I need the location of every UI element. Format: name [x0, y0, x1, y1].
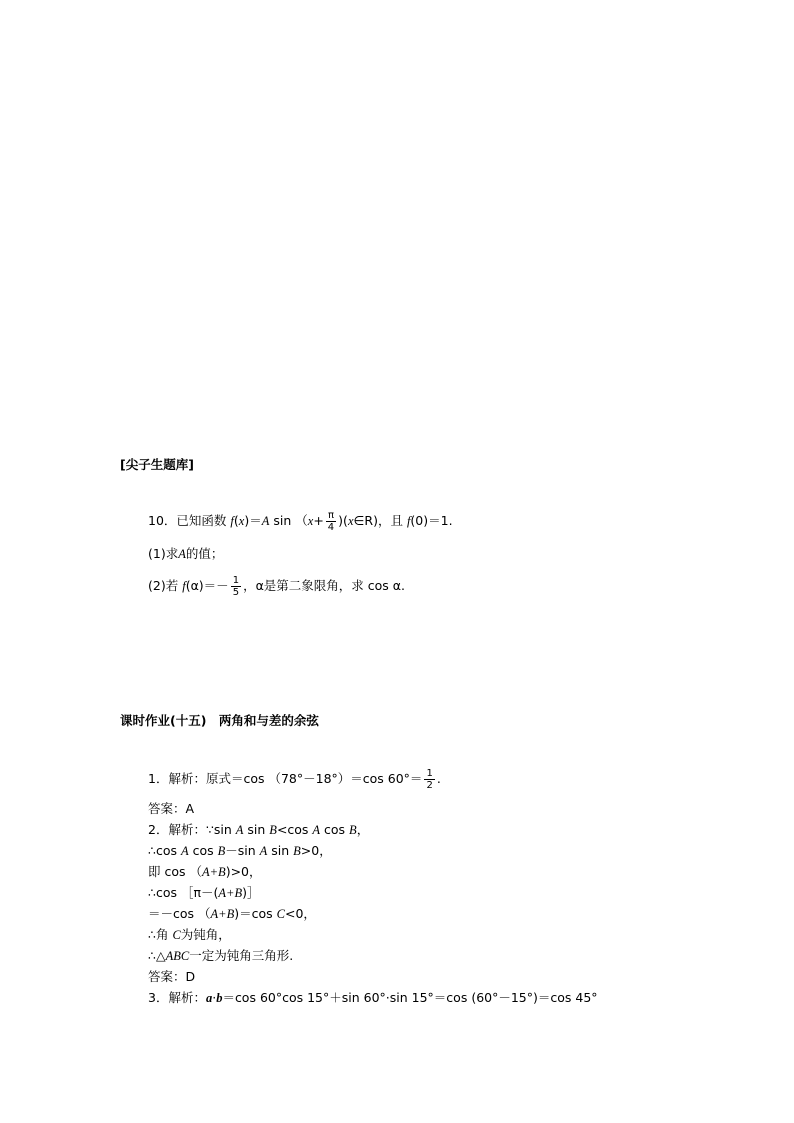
math-symbol: ＝: [249, 513, 262, 528]
answer-text: ∴角: [148, 927, 173, 942]
answer-text: <cos: [276, 822, 313, 837]
problem-10-question-1: [148, 545, 223, 563]
math-symbol: ): [244, 513, 250, 528]
answer-2-choice: 答案：D: [148, 969, 196, 984]
fraction-denominator: 4: [327, 522, 335, 533]
math-var: A+B: [201, 865, 226, 879]
math-var: A: [261, 514, 270, 528]
answer-text: .: [436, 771, 441, 786]
problem-text: 已知函数: [176, 513, 227, 528]
vector-b: b: [216, 991, 223, 1005]
fraction-denominator: 5: [232, 587, 240, 598]
question-text: ，α是第二象限角，求 cos α.: [243, 578, 405, 593]
answer-text: cos: [188, 843, 218, 858]
math-var: A: [259, 844, 268, 858]
fraction-1-over-2: [424, 768, 434, 791]
math-var: A: [178, 547, 186, 561]
math-var: B: [217, 844, 226, 858]
math-var: A+B: [218, 886, 243, 900]
math-var: A: [235, 823, 244, 837]
math-var: B: [293, 844, 301, 858]
answer-2-line-2: [148, 842, 332, 860]
answer-text: 一定为钝角三角形.: [189, 948, 294, 963]
answer-2-line-6: [148, 926, 231, 944]
answer-text: )］: [242, 885, 260, 900]
answer-text: <0，: [284, 906, 316, 921]
answer-text: 为钝角，: [180, 927, 231, 942]
fraction-numerator: 1: [232, 575, 240, 586]
answer-text: ∴cos: [148, 843, 181, 858]
math-var: C: [172, 928, 181, 942]
section-title-top-students: [尖子生题库]: [120, 457, 194, 472]
answer-2-line-7: [148, 947, 293, 965]
answer-2-line-3: [148, 863, 262, 881]
answer-text: cos: [320, 822, 350, 837]
answer-text: 1．解析：原式＝cos （78°－18°）＝cos 60°＝: [148, 771, 423, 786]
answer-text: )＝cos: [234, 906, 277, 921]
answer-1-analysis: [148, 768, 441, 791]
math-var: x: [238, 514, 245, 528]
question-text: (2)若: [148, 578, 179, 593]
answer-text: >0，: [300, 843, 332, 858]
math-var: f: [182, 579, 186, 593]
answer-text: 即 cos （: [148, 864, 202, 879]
math-var: A+B: [210, 907, 235, 921]
math-var: f: [406, 514, 411, 528]
answer-2-line-1: [148, 821, 369, 839]
math-var: x: [307, 514, 314, 528]
answer-text: ∴cos ［π－(: [148, 885, 219, 900]
answer-text: ∴△: [148, 948, 166, 963]
fraction-1-over-5: [231, 575, 241, 598]
problem-10-question-2: [148, 575, 405, 598]
answer-text: ＝－cos （: [148, 906, 211, 921]
math-var: A: [180, 844, 189, 858]
question-text: (1)求: [148, 546, 179, 561]
answer-text: ＝cos 60°cos 15°＋sin 60°·sin 15°＝cos (60°－15°)＝cos 45°: [222, 990, 598, 1005]
math-var: A: [312, 823, 321, 837]
answer-text: 3．解析：: [148, 990, 206, 1005]
vector-a: a: [205, 991, 213, 1005]
answer-2-line-4: [148, 884, 259, 902]
problem-10-statement: [148, 510, 453, 533]
math-text: (α)＝－: [185, 578, 229, 593]
answer-text: ，: [356, 822, 370, 837]
math-symbol: ·: [212, 990, 217, 1005]
answer-text: －sin: [225, 843, 260, 858]
answer-text: sin: [243, 822, 270, 837]
answer-3-analysis: [148, 989, 598, 1007]
fraction-pi-over-4: [326, 510, 336, 533]
answer-1-choice: 答案：A: [148, 801, 195, 816]
answer-text: )>0，: [225, 864, 262, 879]
math-text: sin （: [269, 513, 308, 528]
math-var: x: [347, 514, 354, 528]
math-var: f: [230, 514, 234, 528]
math-text: (0)＝1.: [410, 513, 453, 528]
math-symbol: (: [233, 513, 239, 528]
section-title-homework-15: 课时作业(十五) 两角和与差的余弦: [120, 713, 319, 728]
math-symbol: )(: [338, 513, 348, 528]
math-text: ∈R)，且: [353, 513, 403, 528]
answer-2-line-5: [148, 905, 316, 923]
answer-text: 2．解析：∵sin: [148, 822, 236, 837]
math-var: C: [276, 907, 285, 921]
answer-text: sin: [267, 843, 294, 858]
math-var: ABC: [165, 949, 190, 963]
math-var: B: [349, 823, 357, 837]
fraction-denominator: 2: [426, 780, 433, 791]
math-symbol: +: [313, 513, 324, 528]
fraction-numerator: π: [327, 510, 334, 521]
fraction-numerator: 1: [426, 768, 433, 779]
question-text: 的值；: [185, 546, 224, 561]
problem-number: 10．: [148, 513, 177, 528]
math-var: B: [269, 823, 277, 837]
